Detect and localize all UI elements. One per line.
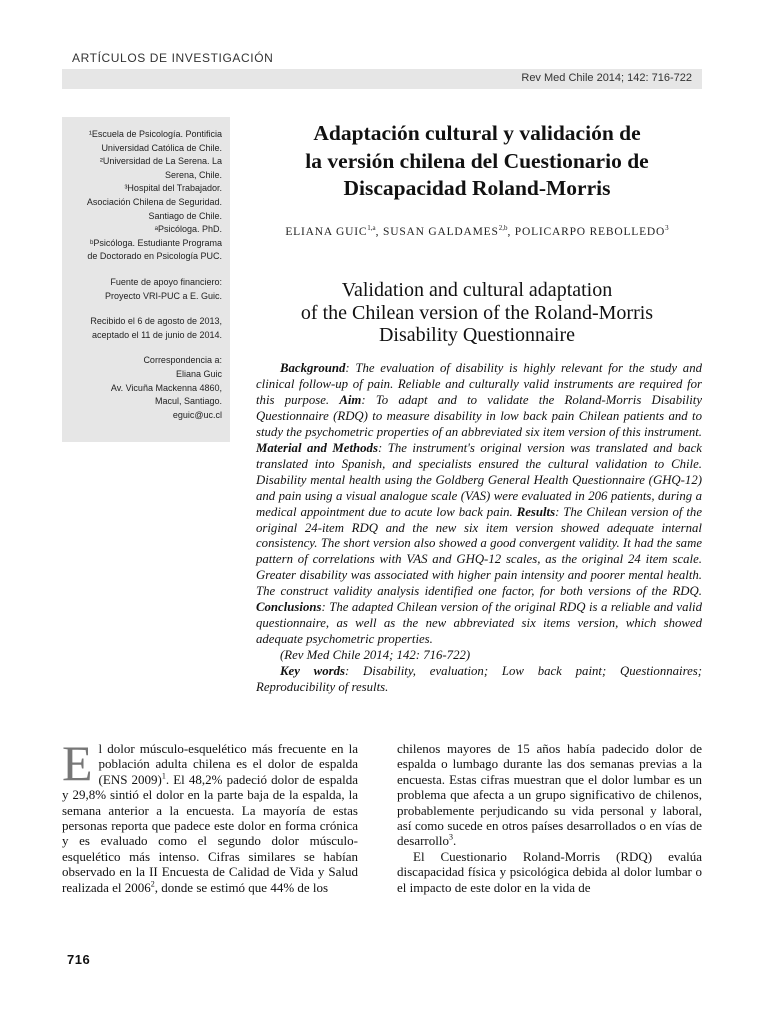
- body-column-left: [62, 735, 359, 895]
- affiliation-line: ᵃPsicóloga. PhD.: [154, 224, 222, 235]
- body-column-right: [397, 741, 702, 895]
- abstract-heading-results: Results: [516, 504, 556, 519]
- section-label: ARTÍCULOS DE INVESTIGACIÓN: [72, 51, 274, 65]
- author-affiliation-mark: 1,a: [367, 224, 376, 232]
- title-line: Adaptación cultural y validación de: [313, 121, 641, 145]
- journal-reference: Rev Med Chile 2014; 142: 716-722: [521, 72, 692, 84]
- abstract-paragraph: [256, 361, 702, 648]
- article-info-sidebar: [62, 117, 230, 442]
- body-text: chilenos mayores de 15 años había padecido dolor de espalda o lumbago durante las dos semanas previas a la encuesta. Estas cifras muestran que el dolor lumbar es un problema que afecta a un grupo significativo de chilenos, probablemente perjudicando su vida personal y laboral, así como sucede en otros países desarrollados o en vías de desarrollo: [397, 741, 702, 849]
- affiliation-line: ³Hospital del Trabajador.: [124, 183, 222, 194]
- body-text: .: [452, 833, 457, 849]
- keywords-text: : Disability, evaluation; Low back paint; Questionnaires; Reproducibility of results.: [256, 664, 702, 695]
- affiliation-line: Serena, Chile.: [164, 169, 222, 180]
- citation-ref: 2: [150, 879, 155, 889]
- abstract-text: : The Chilean version of the original 24-item RDQ and the new six item version showed adequate internal consistency. The short version also showed a good convergent validity. It had the same pattern of correlations with VAS and GHQ-12 scales, as the original 24 item scale. Greater disability was associated with higher pain intensity and poorer mental health. The construct validity analysis identified one factor, for both versions of the RDQ.: [256, 504, 702, 599]
- correspondence-line: Av. Vicuña Mackenna 4860,: [110, 382, 222, 393]
- title-line: Discapacidad Roland-Morris: [343, 176, 611, 200]
- abstract-heading-methods: Material and Methods: [256, 440, 378, 455]
- correspondence-line: Macul, Santiago.: [154, 396, 222, 407]
- page-number: 716: [67, 952, 91, 967]
- correspondence-email: eguic@uc.cl: [172, 409, 222, 420]
- date-line: aceptado el 11 de junio de 2014.: [92, 329, 222, 340]
- funding-line: Proyecto VRI-PUC a E. Guic.: [104, 290, 222, 301]
- affiliation-line: Asociación Chilena de Seguridad.: [86, 196, 222, 207]
- author-name: POLICARPO REBOLLEDO: [514, 225, 666, 238]
- title-line: of the Chilean version of the Roland-Morris: [300, 301, 654, 324]
- abstract-heading-aim: Aim: [339, 392, 362, 407]
- date-line: Recibido el 6 de agosto de 2013,: [90, 316, 222, 327]
- abstract-text: : The evaluation of disability is highly relevant for the study and clinical follow-up of pain. Reliable and culturally valid instruments are required for this purpose.: [256, 361, 702, 407]
- body-paragraph: El Cuestionario Roland-Morris (RDQ) evalúa discapacidad física y psicológica debida al dolor lumbar o el impacto de este dolor en la vida de: [397, 848, 702, 895]
- funding-info: [68, 276, 222, 303]
- body-text: l dolor músculo-esquelético más frecuente en la población adulta chilena es el dolor de espalda (ENS 2009): [98, 741, 358, 787]
- keywords: [256, 664, 702, 696]
- affiliation-line: ᵇPsicóloga. Estudiante Programa: [90, 237, 222, 248]
- title-line: Disability Questionnaire: [378, 324, 576, 346]
- abstract-text: : The adapted Chilean version of the original RDQ is a reliable and valid questionnaire, as well as the new abbreviated six items version, which showed adequate psychometric properties.: [256, 600, 702, 647]
- keywords-label: Key words: [280, 664, 345, 679]
- correspondence-line: Eliana Guic: [175, 368, 222, 379]
- correspondence-line: Correspondencia a:: [143, 355, 222, 366]
- english-title: [252, 279, 702, 347]
- body-paragraph: [397, 741, 702, 849]
- title-line: Validation and cultural adaptation: [341, 279, 613, 301]
- abstract-citation: (Rev Med Chile 2014; 142: 716-722): [280, 648, 471, 663]
- abstract-heading-conclusions: Conclusions: [256, 600, 322, 615]
- body-text: . El 48,2% padeció dolor de espalda y 29,8% sintió el dolor en la parte baja de la espalda, la semana anterior a la encuesta. La mayoría de estas personas reporta que padece este dolor en forma crónica y es evaluado como el segundo dolor músculo-esquelético más intenso. Cifras similares se habían observado en la II Encuesta de Calidad de Vida y Salud realizada el 2006: [62, 771, 359, 895]
- affiliation-line: ¹Escuela de Psicología. Pontificia: [88, 129, 222, 139]
- abstract: [256, 361, 702, 696]
- abstract-text: : The instrument's original version was translated and back translated into Spanish, and specialists ensured the cultural validation to Chile. Disability mental health using the Goldberg General Health Questionnaire (GHQ-12) and pain using a visual analogue scale (VAS) were evaluated in 206 patients, during a medical appointment due to acute low back pain.: [256, 440, 702, 519]
- author-name: ELIANA GUIC: [285, 225, 368, 238]
- drop-cap: E: [62, 735, 93, 791]
- author-affiliation-mark: 3: [665, 224, 669, 232]
- body-paragraph: [62, 735, 359, 895]
- author-name: SUSAN GALDAMES: [383, 225, 499, 238]
- body-text: , donde se estimó que 44% de los: [154, 879, 329, 895]
- citation-ref: 1: [161, 771, 166, 781]
- author-list: ELIANA GUIC$^{1,a}$, SUSAN GALDAMES$^{2,b}$, POLICARPO REBOLLEDO$^3$: [285, 224, 669, 238]
- header-bar: [62, 69, 702, 89]
- affiliations: [68, 128, 222, 264]
- affiliation-line: Santiago de Chile.: [148, 210, 222, 221]
- affiliation-line: Universidad Católica de Chile.: [101, 142, 222, 153]
- submission-dates: [68, 315, 222, 342]
- title-line: la versión chilena del Cuestionario de: [305, 148, 649, 173]
- abstract-text: : To adapt and to validate the Roland-Morris Disability Questionnaire (RDQ) to measure disability in low back pain Chilean patients and to study the psychometric properties of an abbreviated six item version of this instrument.: [256, 392, 702, 439]
- correspondence-info: [68, 354, 222, 422]
- affiliation-line: de Doctorado en Psicología PUC.: [87, 251, 222, 262]
- affiliation-line: ²Universidad de La Serena. La: [99, 156, 222, 167]
- citation-ref: 3: [448, 833, 453, 843]
- author-affiliation-mark: 2,b: [498, 224, 508, 232]
- abstract-heading-background: Background: [280, 361, 346, 375]
- funding-line: Fuente de apoyo financiero:: [110, 276, 222, 287]
- spanish-title: [252, 120, 702, 203]
